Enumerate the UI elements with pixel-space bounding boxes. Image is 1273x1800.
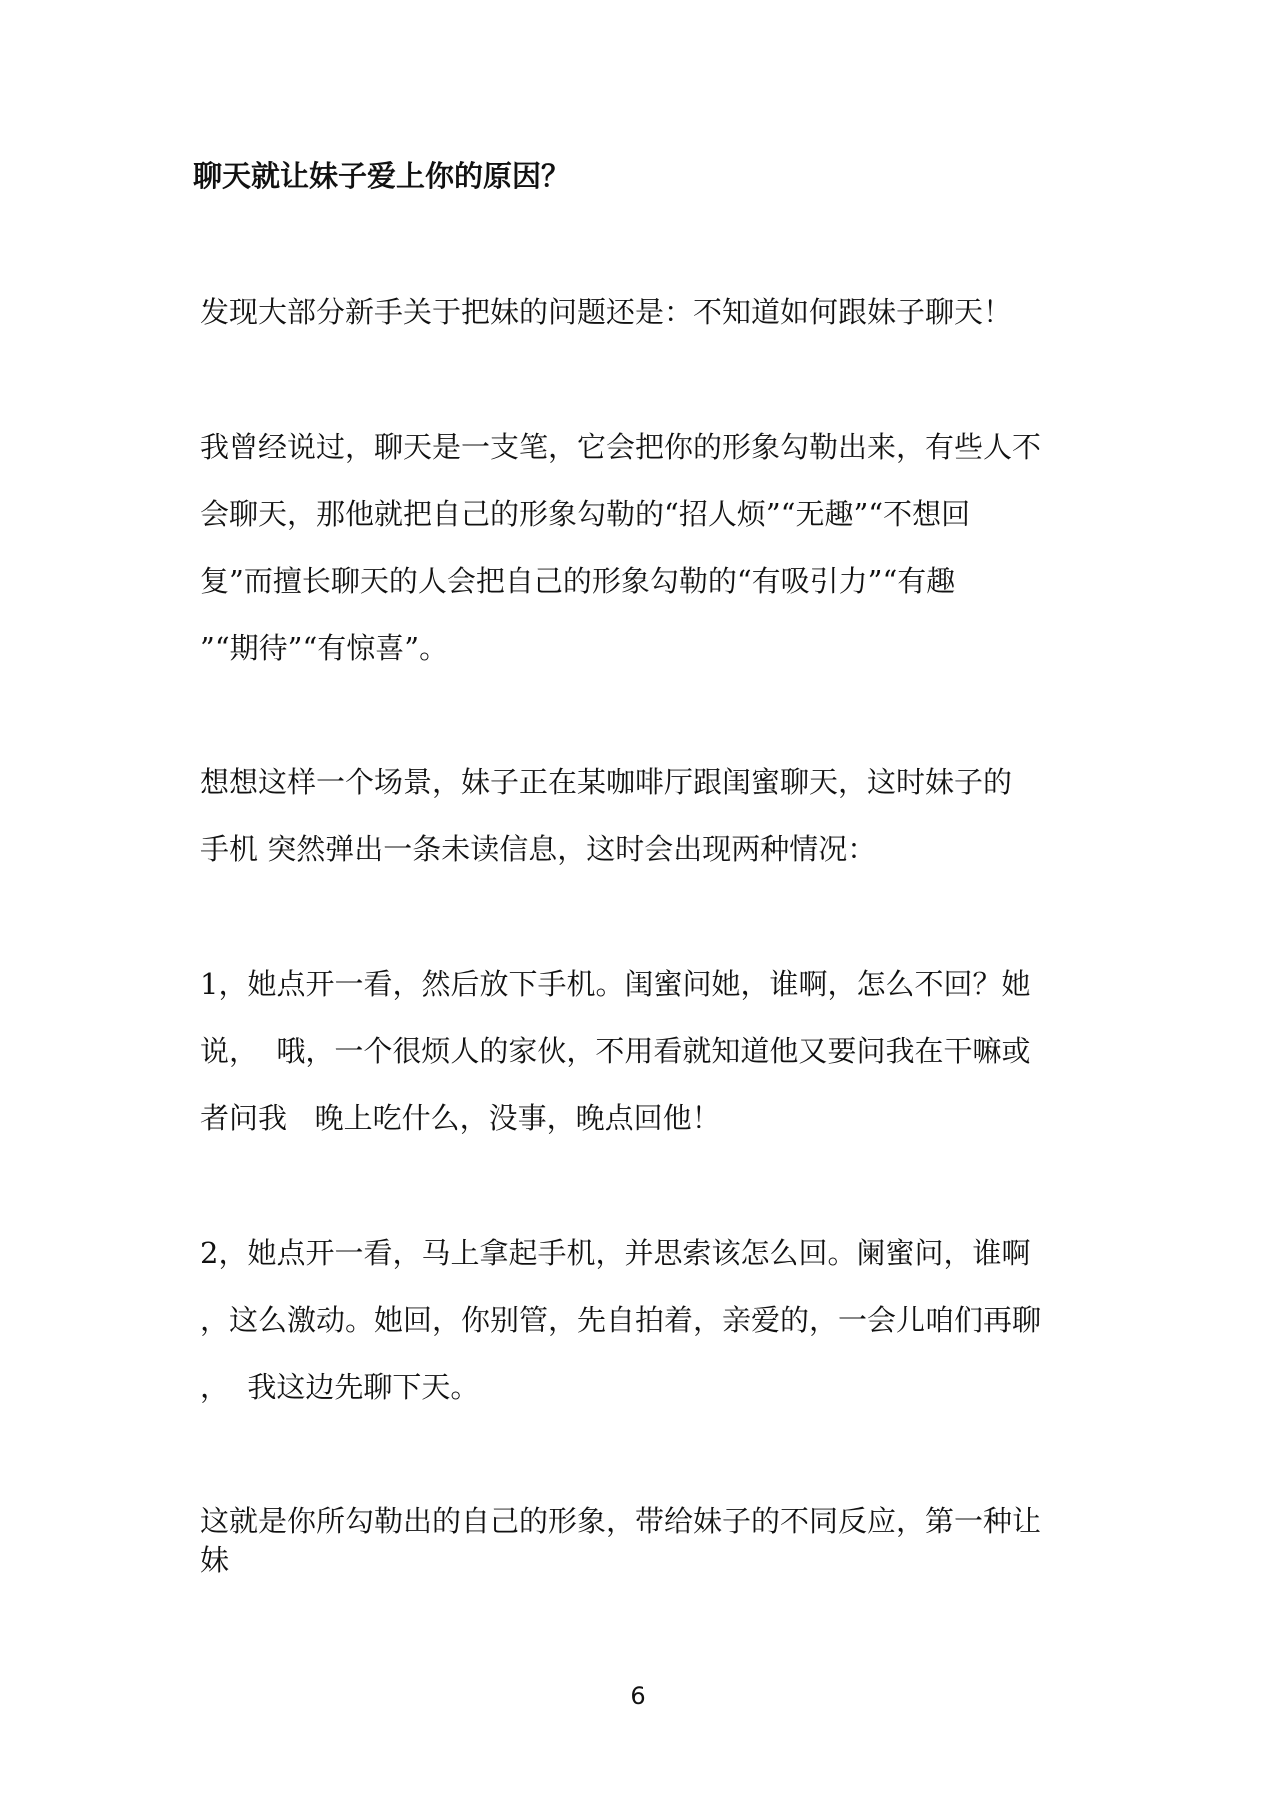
paragraph-line: 者问我 晚上吃什么，没事，晚点回他！ bbox=[200, 1101, 721, 1135]
paragraph-line: 妹 bbox=[200, 1543, 230, 1577]
paragraph-line: ，这么激动。她回，你别管，先自拍着，亲爱的，一会儿咱们再聊 bbox=[200, 1303, 1042, 1337]
paragraph-line: 手机 突然弹出一条未读信息，这时会出现两种情况： bbox=[200, 832, 877, 866]
paragraph-line: 我曾经说过，聊天是一支笔，它会把你的形象勾勒出来，有些人不 bbox=[200, 430, 1042, 464]
page-title: 聊天就让妹子爱上你的原因？ bbox=[193, 159, 571, 193]
page-number: 6 bbox=[630, 1682, 646, 1710]
paragraph-line: 会聊天，那他就把自己的形象勾勒的“招人烦”“无趣”“不想回 bbox=[200, 497, 971, 531]
paragraph-line: 发现大部分新手关于把妹的问题还是：不知道如何跟妹子聊天！ bbox=[200, 295, 1013, 329]
paragraph-line: 这就是你所勾勒出的自己的形象，带给妹子的不同反应，第一种让 bbox=[200, 1504, 1042, 1538]
paragraph-line: 说， 哦，一个很烦人的家伙，不用看就知道他又要问我在干嘛或 bbox=[200, 1034, 1031, 1068]
paragraph-line: ”“期待”“有惊喜”。 bbox=[200, 631, 449, 665]
paragraph-line: 想想这样一个场景，妹子正在某咖啡厅跟闺蜜聊天，这时妹子的 bbox=[200, 765, 1013, 799]
paragraph-line: 1，她点开一看，然后放下手机。闺蜜问她，谁啊，怎么不回？她 bbox=[200, 967, 1031, 1001]
paragraph-line: 2，她点开一看，马上拿起手机，并思索该怎么回。阑蜜问，谁啊 bbox=[200, 1236, 1031, 1270]
paragraph-line: ， 我这边先聊下天。 bbox=[200, 1370, 480, 1404]
paragraph-line: 复”而擅长聊天的人会把自己的形象勾勒的“有吸引力”“有趣 bbox=[200, 564, 956, 598]
